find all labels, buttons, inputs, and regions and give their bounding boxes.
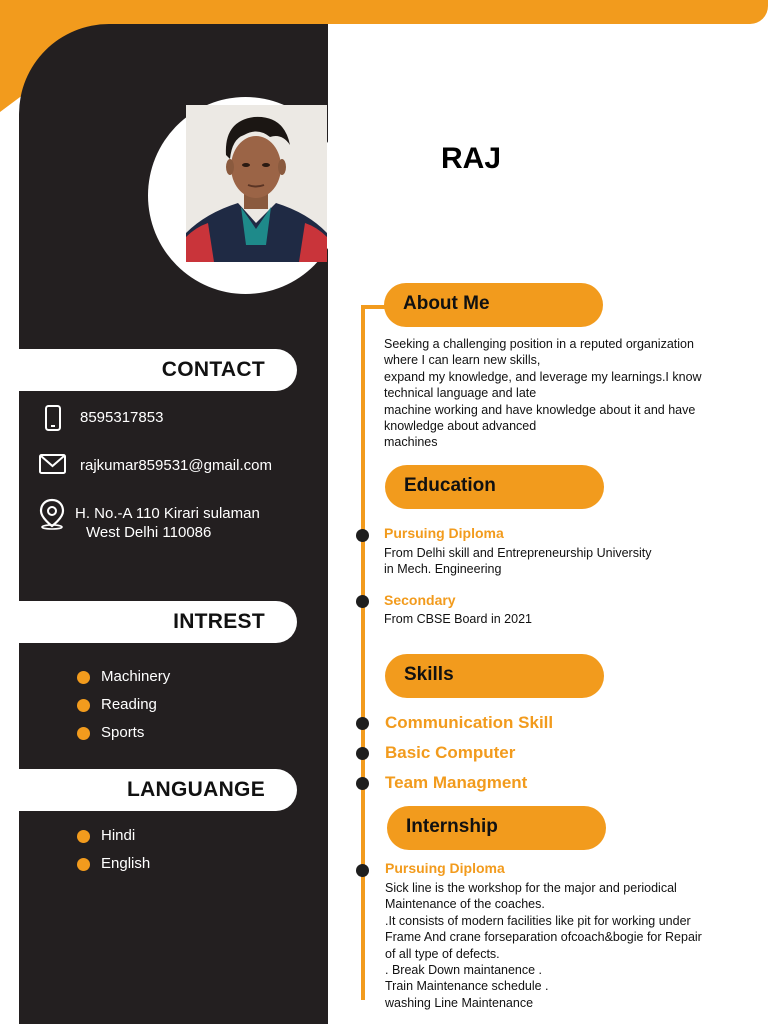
about-text (384, 336, 702, 451)
language-item: English (101, 855, 151, 872)
about-line: machines (384, 435, 438, 450)
language-heading-pill (19, 769, 297, 811)
education-line: From Delhi skill and Entrepreneurship University (384, 546, 652, 560)
skill-item: Basic Computer (385, 743, 516, 762)
bullet-dot (77, 858, 90, 871)
internship-line: . Break Down maintanence . (385, 963, 543, 978)
address-line-1: H. No.-A 110 Kirari sulaman (75, 505, 260, 522)
education-line: in Mech. Engineering (384, 562, 502, 577)
education-detail (384, 545, 651, 578)
timeline-dot (356, 777, 369, 790)
timeline-dot (356, 717, 369, 730)
profile-photo (186, 105, 327, 262)
language-item: Hindi (101, 827, 136, 844)
bullet-dot (77, 699, 90, 712)
internship-line: washing Line Maintenance (385, 995, 534, 1010)
about-line: technical language and late (384, 386, 537, 401)
education-heading: Education (404, 475, 496, 496)
phone-icon (44, 405, 62, 436)
internship-line: Maintenance of the coaches. (385, 897, 545, 912)
timeline-dot (356, 529, 369, 542)
skill-item: Team Managment (385, 773, 528, 792)
about-line: knowledge about advanced (384, 419, 537, 434)
about-heading: About Me (403, 293, 490, 314)
bullet-dot (77, 727, 90, 740)
about-line: expand my knowledge, and leverage my learnings.I know (384, 369, 702, 384)
timeline-line (361, 305, 365, 1000)
about-line: machine working and have knowledge about it and have (384, 402, 696, 417)
education-detail (384, 611, 532, 627)
email-address[interactable]: rajkumar859531@gmail.com (80, 457, 272, 474)
contact-heading: CONTACT (161, 358, 265, 381)
internship-line: of all type of defects. (385, 946, 500, 961)
location-icon (36, 498, 68, 535)
candidate-name: RAJ (441, 142, 502, 175)
interest-item: Machinery (101, 668, 171, 685)
skills-heading-pill (385, 654, 604, 698)
skills-heading: Skills (404, 664, 454, 685)
internship-heading-pill (387, 806, 606, 850)
education-title: Pursuing Diploma (384, 525, 504, 541)
education-heading-pill (385, 465, 604, 509)
internship-line: Sick line is the workshop for the major and periodical (385, 881, 677, 895)
internship-line: .It consists of modern facilities like pit for working under (385, 913, 691, 928)
about-line: where I can learn new skills, (384, 353, 541, 368)
education-title: Secondary (384, 592, 456, 608)
bullet-dot (77, 830, 90, 843)
skill-item: Communication Skill (385, 713, 554, 732)
internship-title: Pursuing Diploma (385, 860, 505, 876)
internship-line: Frame And crane forseparation ofcoach&bogie for Repair (385, 930, 702, 945)
about-line: Seeking a challenging position in a reputed organization (384, 337, 694, 351)
timeline-dot (356, 747, 369, 760)
education-line: From CBSE Board in 2021 (384, 612, 532, 626)
language-heading: LANGUANGE (126, 778, 265, 801)
interest-heading: INTREST (173, 610, 265, 633)
interest-item: Reading (101, 696, 157, 713)
phone-number[interactable]: 8595317853 (80, 409, 164, 426)
address-line-2: West Delhi 110086 (86, 524, 212, 541)
about-heading-pill (384, 283, 603, 327)
internship-line: Train Maintenance schedule . (385, 979, 549, 994)
interest-item: Sports (101, 724, 145, 741)
bullet-dot (77, 671, 90, 684)
interest-heading-pill (19, 601, 297, 643)
timeline-dot (356, 864, 369, 877)
internship-heading: Internship (406, 816, 498, 837)
timeline-cap (361, 305, 385, 309)
mail-icon (39, 454, 66, 479)
timeline-dot (356, 595, 369, 608)
internship-text (385, 880, 702, 1011)
contact-heading-pill (19, 349, 297, 391)
